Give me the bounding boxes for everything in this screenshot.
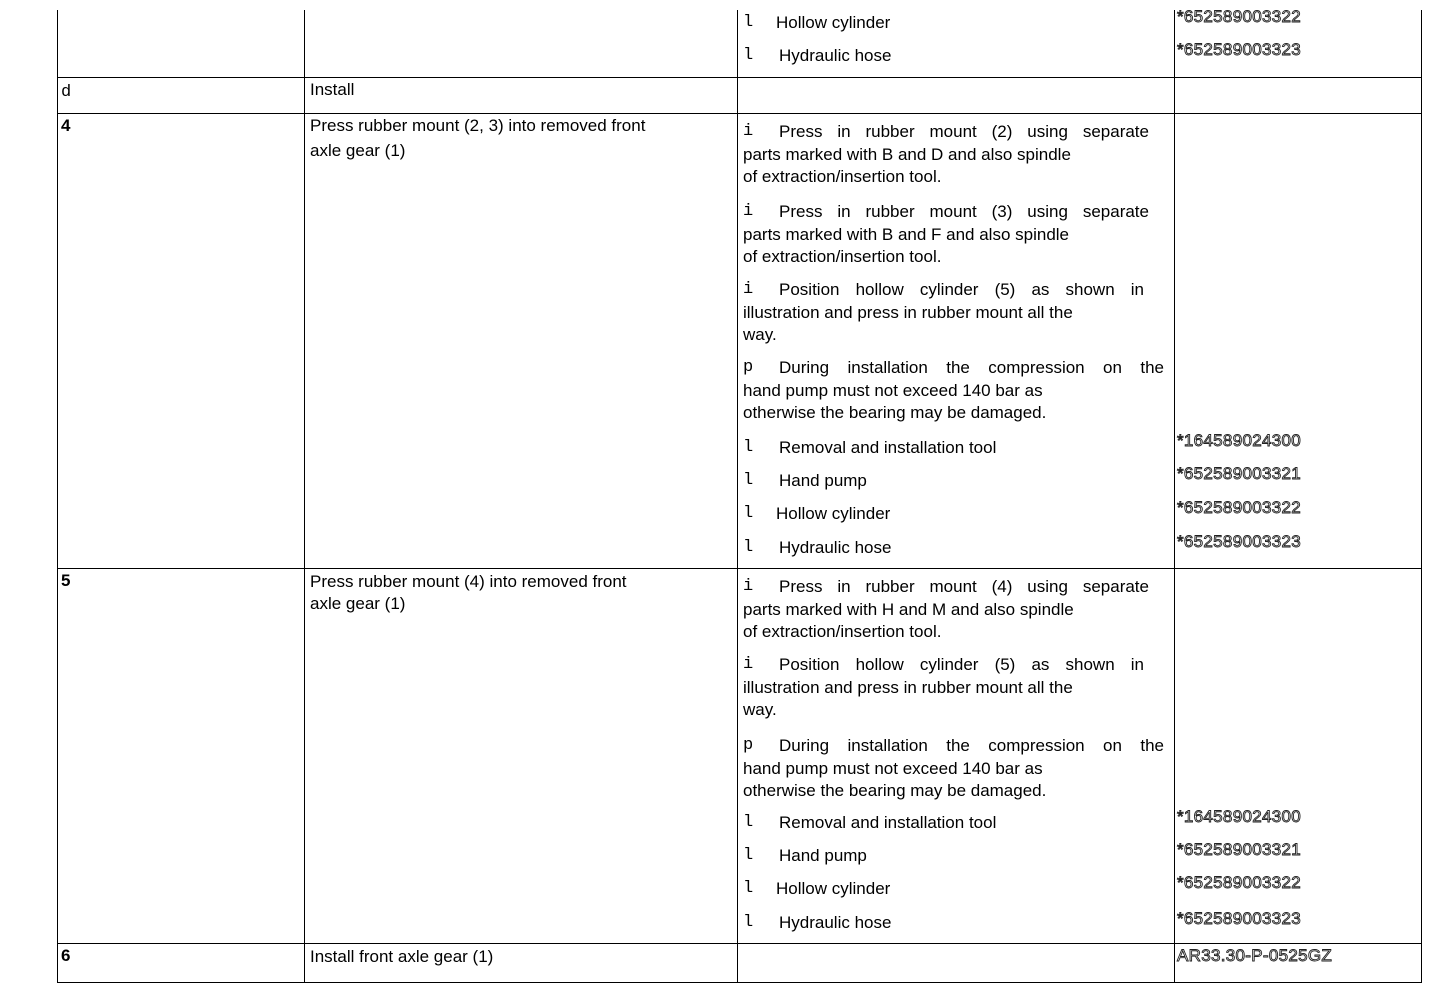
tool-label: Removal and installation tool [779, 438, 997, 457]
reference-link[interactable]: AR33.30-P-0525GZ [1177, 946, 1333, 965]
table-border-bottom [57, 982, 1422, 983]
note-marker: i [743, 202, 754, 221]
step-action: Press rubber mount (4) into removed front [310, 572, 627, 591]
note-text: Press in rubber mount (2) using separate parts marked with B and D and also spindle of extraction/insertion tool. [743, 122, 1149, 186]
tool-marker: l [743, 504, 754, 523]
tool-marker: l [743, 13, 754, 32]
tool-marker: l [743, 879, 754, 898]
tool-label: Hydraulic hose [779, 46, 892, 65]
note-text: Press in rubber mount (3) using separate parts marked with B and F and also spindle of extraction/insertion tool. [743, 202, 1149, 266]
note-marker: i [743, 655, 754, 674]
step-number: 6 [61, 946, 71, 965]
note-text: Press in rubber mount (4) using separate parts marked with H and M and also spindle of extraction/insertion tool. [743, 577, 1149, 641]
row-divider [57, 113, 1422, 114]
tool-label: Removal and installation tool [779, 813, 997, 832]
part-number: *652589003322 [1177, 7, 1301, 26]
part-number: *652589003322 [1177, 498, 1301, 517]
step-action: Install front axle gear (1) [310, 947, 494, 966]
row-divider [57, 77, 1422, 78]
tool-marker: l [743, 438, 754, 457]
part-number: *652589003322 [1177, 873, 1301, 892]
note-text: Position hollow cylinder (5) as shown in illustration and press in rubber mount all the way. [743, 280, 1144, 344]
step-action: axle gear (1) [310, 594, 406, 613]
part-number: *652589003321 [1177, 464, 1301, 483]
tool-label: Hollow cylinder [776, 504, 891, 523]
step-action: axle gear (1) [310, 141, 406, 160]
table-border-left [57, 10, 58, 983]
step-action: Press rubber mount (2, 3) into removed front [310, 116, 646, 135]
tool-marker: l [743, 846, 754, 865]
step-number: 5 [61, 571, 71, 590]
part-number: *652589003321 [1177, 840, 1301, 859]
note-marker: i [743, 577, 754, 596]
note-marker: i [743, 280, 754, 299]
tool-label: Hand pump [779, 846, 867, 865]
tool-label: Hand pump [779, 471, 867, 490]
column-divider-3 [1174, 10, 1175, 983]
row-divider [57, 568, 1422, 569]
tool-marker: l [743, 538, 754, 557]
part-number: *164589024300 [1177, 807, 1301, 826]
tool-label: Hollow cylinder [776, 879, 891, 898]
table-border-right [1421, 10, 1422, 983]
tool-label: Hydraulic hose [779, 538, 892, 557]
warning-marker: p [743, 358, 754, 377]
tool-marker: l [743, 471, 754, 490]
tool-label: Hollow cylinder [776, 13, 891, 32]
note-text: Position hollow cylinder (5) as shown in illustration and press in rubber mount all the way. [743, 655, 1144, 719]
tool-marker: l [743, 813, 754, 832]
warning-marker: p [743, 736, 754, 755]
column-divider-1 [304, 10, 305, 983]
warning-text: During installation the compression on the hand pump must not exceed 140 bar as otherwise the bearing may be damaged. [743, 736, 1164, 800]
part-number: *652589003323 [1177, 909, 1301, 928]
tool-marker: l [743, 46, 754, 65]
row-divider [57, 943, 1422, 944]
step-number: 4 [61, 116, 71, 135]
tool-label: Hydraulic hose [779, 913, 892, 932]
step-number: d [61, 83, 72, 102]
step-action: Install [310, 80, 355, 99]
part-number: *652589003323 [1177, 40, 1301, 59]
note-marker: i [743, 122, 754, 141]
tool-marker: l [743, 913, 754, 932]
part-number: *652589003323 [1177, 532, 1301, 551]
part-number: *164589024300 [1177, 431, 1301, 450]
column-divider-2 [737, 10, 738, 983]
warning-text: During installation the compression on the hand pump must not exceed 140 bar as otherwise the bearing may be damaged. [743, 358, 1164, 422]
